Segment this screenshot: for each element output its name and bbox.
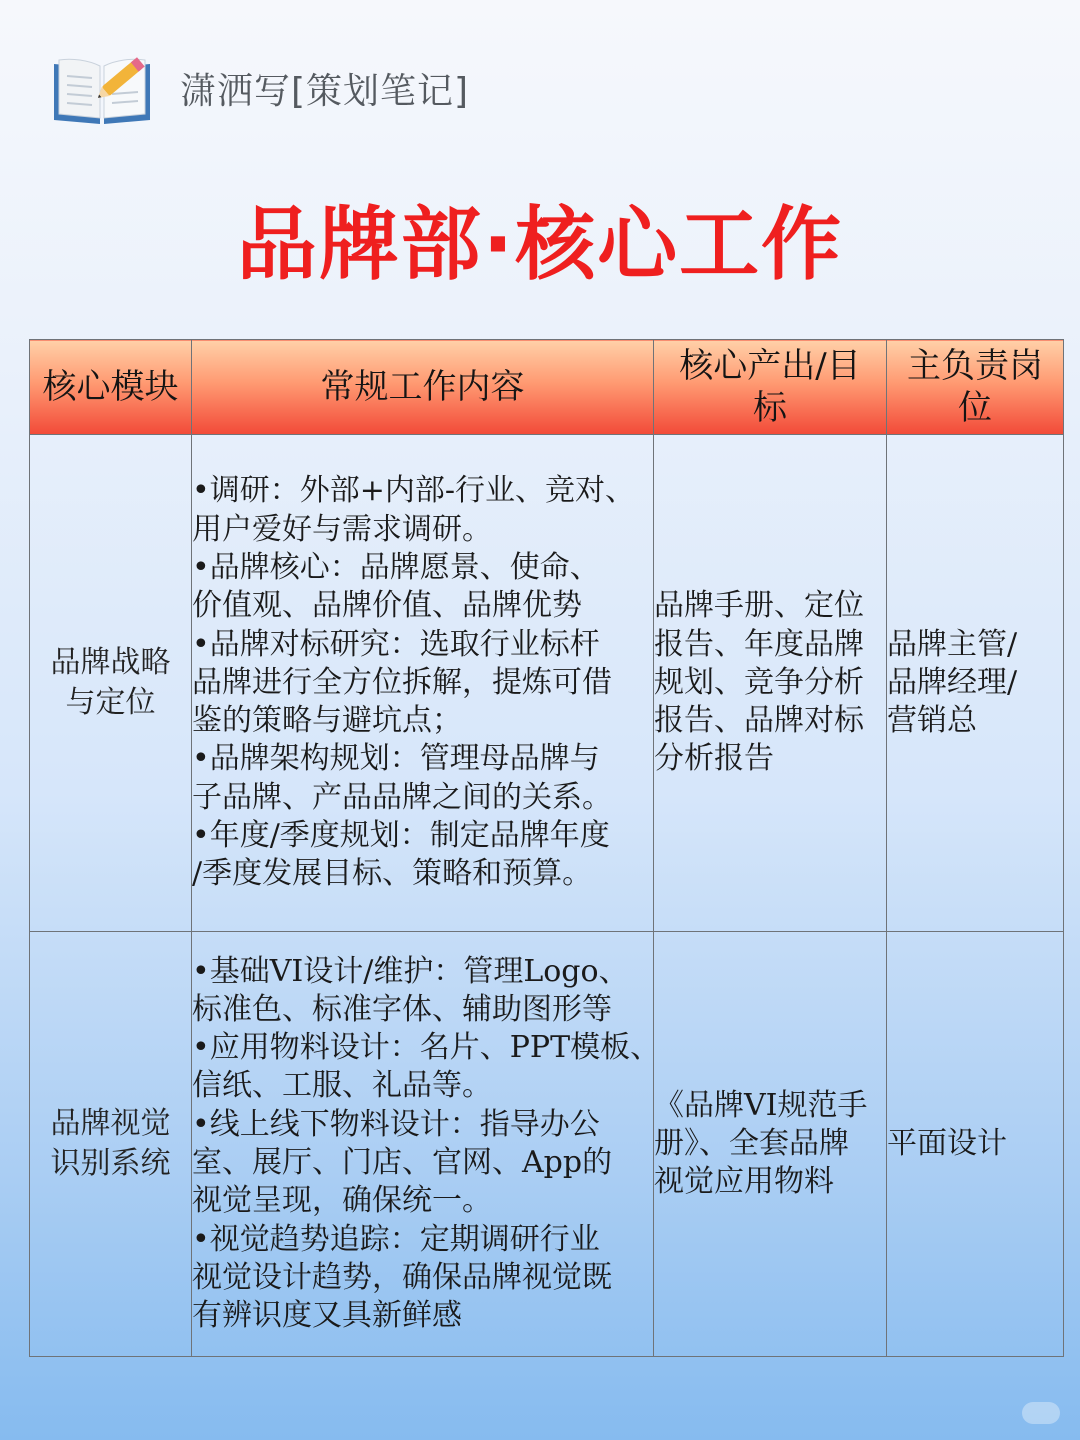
module-cell <box>30 435 192 932</box>
column-header-content: 常规工作内容 <box>192 340 654 435</box>
output-line: 品牌手册、定位 <box>654 588 864 624</box>
content-line: 鉴的策略与避坑点； <box>192 703 462 739</box>
page-title: 品牌部·核心工作 <box>236 198 844 291</box>
output-cell <box>654 932 887 1357</box>
output-line: 《品牌VI规范手 <box>654 1087 868 1123</box>
output-line: 报告、年度品牌 <box>654 626 864 662</box>
output-line: 规划、竞争分析 <box>654 664 864 700</box>
content-line: 价值观、品牌价值、品牌优势 <box>192 588 582 624</box>
output-line: 报告、品牌对标 <box>654 703 864 739</box>
owner-line: 平面设计 <box>887 1125 1007 1161</box>
owner-cell <box>887 435 1064 932</box>
table-row <box>30 435 1064 932</box>
content-cell <box>192 435 654 932</box>
content-line: •调研：外部+内部-行业、竞对、 <box>192 473 635 509</box>
content-line: 视觉设计趋势，确保品牌视觉既 <box>192 1259 612 1295</box>
column-header-owner: 主负责岗位 <box>887 340 1064 435</box>
content-line: •品牌架构规划：管理母品牌与 <box>192 741 600 777</box>
content-line: 子品牌、产品品牌之间的关系。 <box>192 779 612 815</box>
owner-cell <box>887 932 1064 1357</box>
content-line: 有辨识度又具新鲜感 <box>192 1298 462 1334</box>
watermark-badge <box>1022 1402 1060 1424</box>
content-line: •应用物料设计：名片、PPT模板、 <box>192 1030 661 1066</box>
open-book-pencil-icon <box>50 42 154 128</box>
content-line: 信纸、工服、礼品等。 <box>192 1068 492 1104</box>
header <box>50 40 469 130</box>
module-name: 品牌视觉识别系统 <box>50 1106 171 1181</box>
table-header-row <box>30 340 1064 435</box>
content-line: •年度/季度规划：制定品牌年度 <box>192 818 610 854</box>
content-cell <box>192 932 661 1357</box>
content-line: •线上线下物料设计：指导办公 <box>192 1106 600 1142</box>
table-row <box>30 932 1064 1357</box>
output-line: 视觉应用物料 <box>654 1164 834 1200</box>
output-line: 分析报告 <box>654 741 774 777</box>
work-table <box>29 339 1064 1357</box>
brand-name: 潇洒写[策划笔记] <box>180 70 470 112</box>
content-line: •视觉趋势追踪：定期调研行业 <box>192 1221 600 1257</box>
content-line: •品牌核心：品牌愿景、使命、 <box>192 549 600 585</box>
owner-line: 品牌主管/ <box>887 626 1018 662</box>
content-line: 用户爱好与需求调研。 <box>192 511 492 547</box>
content-line: 品牌进行全方位拆解，提炼可借 <box>192 664 612 700</box>
output-line: 册》、全套品牌 <box>654 1125 849 1161</box>
content-line: 视觉呈现，确保统一。 <box>192 1183 492 1219</box>
column-header-module: 核心模块 <box>30 340 192 435</box>
owner-line: 品牌经理/ <box>887 664 1018 700</box>
content-line: /季度发展目标、策略和预算。 <box>192 856 593 892</box>
content-line: •品牌对标研究：选取行业标杆 <box>192 626 600 662</box>
module-cell <box>30 932 192 1357</box>
content-line: 标准色、标准字体、辅助图形等 <box>192 991 612 1027</box>
column-header-output: 核心产出/目标 <box>654 340 887 435</box>
content-line: •基础VI设计/维护：管理Logo、 <box>192 953 629 989</box>
module-name: 品牌战略与定位 <box>50 645 171 720</box>
content-line: 室、展厅、门店、官网、App的 <box>192 1145 613 1180</box>
owner-line: 营销总 <box>887 703 977 739</box>
output-cell <box>654 435 887 932</box>
